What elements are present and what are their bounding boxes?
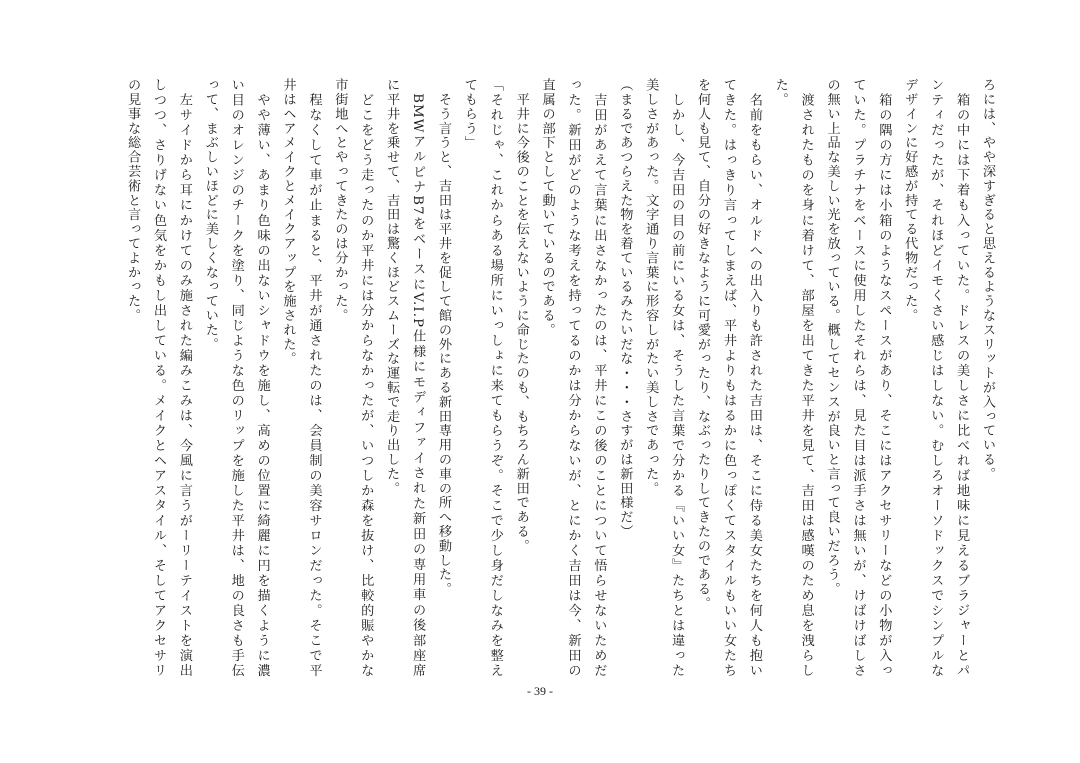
text-line: た。 bbox=[772, 78, 788, 107]
text-line: の無い上品な美しい光を放っている。概してセンスが良いと言って良いだろう。 bbox=[824, 78, 840, 597]
text-line: の見事な総合芸術と言ってよかった。 bbox=[125, 78, 141, 323]
text-line: 左サイドから耳にかけてのみ施された編みこみは、今風に言うがーリーテイストを演出 bbox=[176, 78, 192, 678]
text-line: てもらう」 bbox=[461, 78, 477, 150]
text-line: やや薄い、あまり色味の出ないシャドウを施し、高めの位置に綺麗に円を描くように濃 bbox=[254, 78, 270, 678]
text-line: 吉田があえて言葉に出さなかったのは、平井にこの後のことについて悟らせないためだ bbox=[591, 78, 607, 678]
text-line: しつつ、さりげない色気をかもし出している。メイクとヘアスタイル、そしてアクセサリ bbox=[151, 78, 166, 678]
text-line: 箱の中には下着も入っていた。ドレスの美しさに比べれば地味に見えるブラジャーとパ bbox=[954, 78, 970, 678]
text-line: 「それじゃ、これからある場所にいっしょに来てもらうぞ。そこで少し身だしなみを整え bbox=[487, 78, 503, 678]
text-line: 市街地へとやってきたのは分かった。 bbox=[332, 78, 348, 323]
text-line: ろには、やや深すぎると思えるようなスリットが入っている。 bbox=[980, 78, 995, 482]
text-line: （まるであつらえた物を着ているみたいだな・・・さすがは新田様だ） bbox=[617, 78, 633, 539]
text-line: 井はヘアメイクとメイクアップを施された。 bbox=[280, 78, 296, 366]
text-line: デザインに好感が持てる代物だった。 bbox=[902, 78, 918, 323]
text-line: 名前をもらい、オルドへの出入りも許された吉田は、そこに侍る美女たちを何人も抱い bbox=[746, 78, 762, 678]
text-line: を何人も見て、自分の好きなように可愛がったり、なぶったりしてきたのである。 bbox=[695, 78, 711, 611]
text-line: 直属の部下として動いているのである。 bbox=[539, 78, 555, 338]
text-line: に平井を乗せて、吉田は驚くほどスムーズな運転で走り出した。 bbox=[384, 78, 400, 496]
text-line: そう言うと、吉田は平井を促して館の外にある新田専用の車の所へ移動した。 bbox=[435, 78, 451, 597]
text-line: ていた。プラチナをベースに使用したそれらは、見た目は派手さは無いが、けばけばしさ bbox=[850, 78, 866, 678]
text-line: BMWアルピナB7をベースにV.I.P仕様にモディファイされた新田の専用車の後部座席 bbox=[410, 78, 426, 678]
text-line: 程なくして車が止まると、平井が通されたのは、会員制の美容サロンだった。そこで平 bbox=[306, 78, 322, 678]
text-line: って、まぶしいほどに美しくなっていた。 bbox=[202, 78, 218, 352]
text-line: どこをどう走ったのか平井には分からなかったが、いつしか森を抜け、比較的賑やかな bbox=[358, 78, 374, 678]
text-line: ンティだったが、それほどイモくさい感じはしない。むしろオーソドックスでシンプルな bbox=[928, 78, 944, 678]
text-line: 渡されたものを身に着けて、部屋を出てきた平井を見て、吉田は感嘆のため息を洩らし bbox=[798, 78, 814, 678]
text-line: い目のオレンジのチークを塗り、同じような色のリップを施した平井は、地の良さも手伝 bbox=[228, 78, 244, 678]
page-number: - 39 - bbox=[527, 684, 553, 698]
text-line: てきた。はっきり言ってしまえば、平井よりもはるかに色っぽくてスタイルもいい女たち bbox=[720, 78, 736, 678]
text-line: しかし、今吉田の目の前にいる女は、そうした言葉で分かる『いい女』たちとは違った bbox=[669, 78, 685, 678]
text-line: 平井に今後のことを伝えないように命じたのも、もちろん新田である。 bbox=[513, 78, 529, 554]
text-line: 美しさがあった。文字通り言葉に形容しがたい美しさであった。 bbox=[643, 78, 659, 496]
vertical-text-body bbox=[95, 78, 1000, 678]
text-line: 箱の隅の方には小箱のようなスペースがあり、そこにはアクセサリーなどの小物が入っ bbox=[876, 78, 892, 678]
text-line: った。新田がどのような考えを持ってるのかは分からないが、とにかく吉田は今、新田の bbox=[565, 78, 581, 678]
